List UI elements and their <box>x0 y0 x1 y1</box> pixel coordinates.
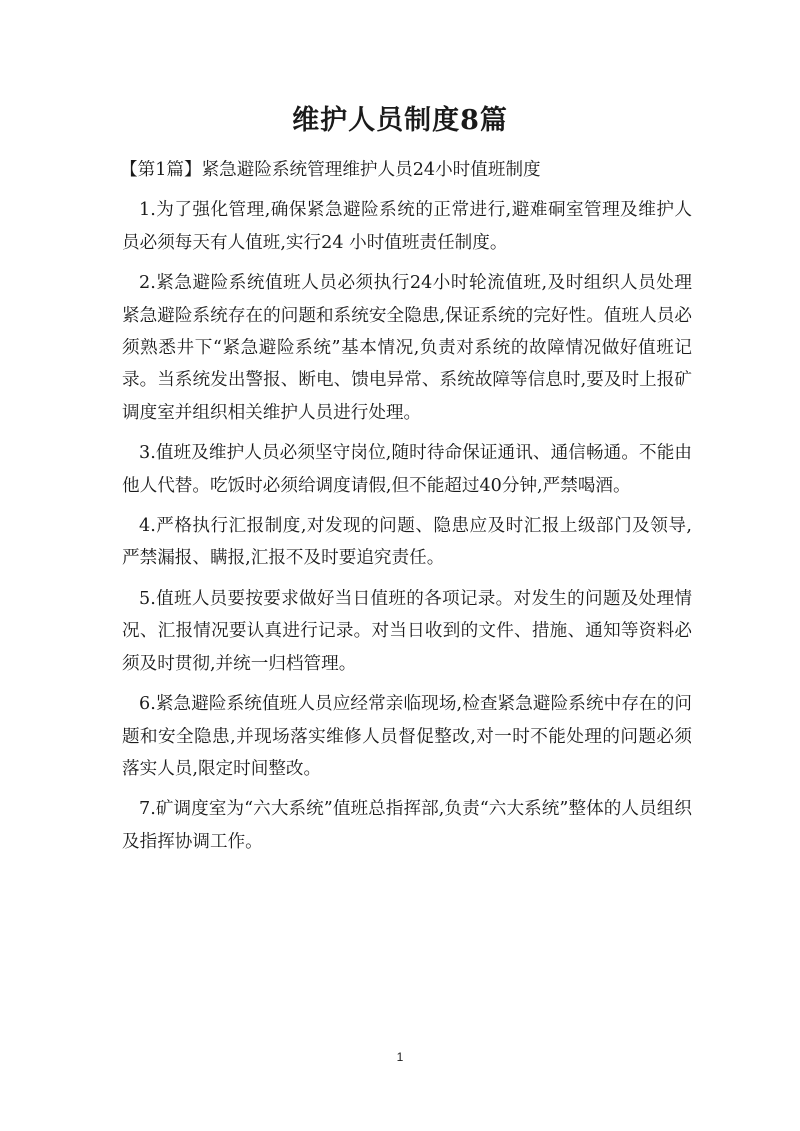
section-heading: 【第1篇】紧急避险系统管理维护人员24小时值班制度 <box>120 160 541 180</box>
page-number: 1 <box>396 1050 404 1064</box>
paragraph-7: 7.矿调度室为“六大系统”值班总指挥部,负责“六大系统”整体的人员组织及指挥协调工作。 <box>122 799 692 852</box>
paragraph-2: 2.紧急避险系统值班人员必须执行24小时轮流值班,及时组织人员处理紧急避险系统存在的问题和系统安全隐患,保证系统的完好性。值班人员必须熟悉井下“紧急避险系统”基本情况,负责对系统的故障情况做好值班记录。当系统发出警报、断电、馈电异常、系统故障等信息时,要及时上报矿调度室并组织相关维护人员进行处理。 <box>122 273 692 423</box>
paragraph-4: 4.严格执行汇报制度,对发现的问题、隐患应及时汇报上级部门及领导,严禁漏报、瞒报,汇报不及时要追究责任。 <box>122 516 692 569</box>
document-title: 维护人员制度8篇 <box>292 105 508 136</box>
paragraph-5: 5.值班人员要按要求做好当日值班的各项记录。对发生的问题及处理情况、汇报情况要认真进行记录。对当日收到的文件、措施、通知等资料必须及时贯彻,并统一归档管理。 <box>122 588 692 674</box>
document-body <box>122 154 692 866</box>
paragraph-1: 1.为了强化管理,确保紧急避险系统的正常进行,避难硐室管理及维护人员必须每天有人值班,实行24 小时值班责任制度。 <box>122 200 692 253</box>
paragraph-6: 6.紧急避险系统值班人员应经常亲临现场,检查紧急避险系统中存在的问题和安全隐患,并现场落实维修人员督促整改,对一时不能处理的问题必须落实人员,限定时间整改。 <box>122 694 692 779</box>
paragraph-3: 3.值班及维护人员必须坚守岗位,随时待命保证通讯、通信畅通。不能由他人代替。吃饭时必须给调度请假,但不能超过40分钟,严禁喝酒。 <box>122 443 692 496</box>
